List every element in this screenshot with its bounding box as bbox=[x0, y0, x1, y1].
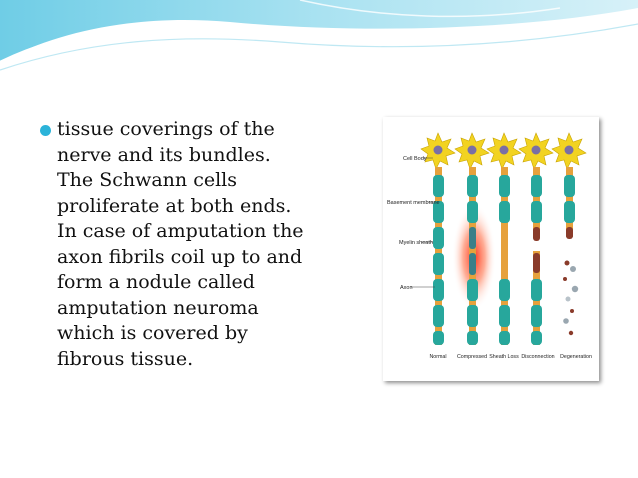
label-myelin-sheath: Myelin sheath bbox=[399, 240, 433, 246]
label-basement-membrane: Basement membrane bbox=[387, 200, 440, 206]
caption-normal: Normal bbox=[429, 354, 447, 360]
bullet-dot-icon bbox=[40, 125, 51, 136]
caption-disconnection: Disconnection bbox=[521, 354, 555, 360]
bullet-item bbox=[40, 117, 340, 372]
neuron-degeneration bbox=[552, 133, 586, 335]
nerve-illustration bbox=[383, 117, 599, 381]
bullet-text: tissue coverings of the nerve and its bundles. The Schwann cells proliferate at both ends. In case of amputation the axon fibrils coil up to and form a nodule called amputation neuroma which is covered by fibrous tissue. bbox=[57, 118, 304, 370]
label-cell-body: Cell Body bbox=[403, 156, 427, 162]
label-axon: Axon bbox=[400, 285, 413, 291]
caption-compressed: Compressed bbox=[456, 354, 488, 360]
neuron-disconnection bbox=[519, 133, 553, 345]
caption-sheath-loss: Sheath Loss bbox=[489, 354, 519, 360]
header-wave-decoration bbox=[0, 0, 638, 80]
nerve-damage-figure bbox=[383, 117, 599, 381]
caption-degeneration: Degeneration bbox=[560, 354, 592, 360]
neuron-normal bbox=[421, 133, 455, 345]
